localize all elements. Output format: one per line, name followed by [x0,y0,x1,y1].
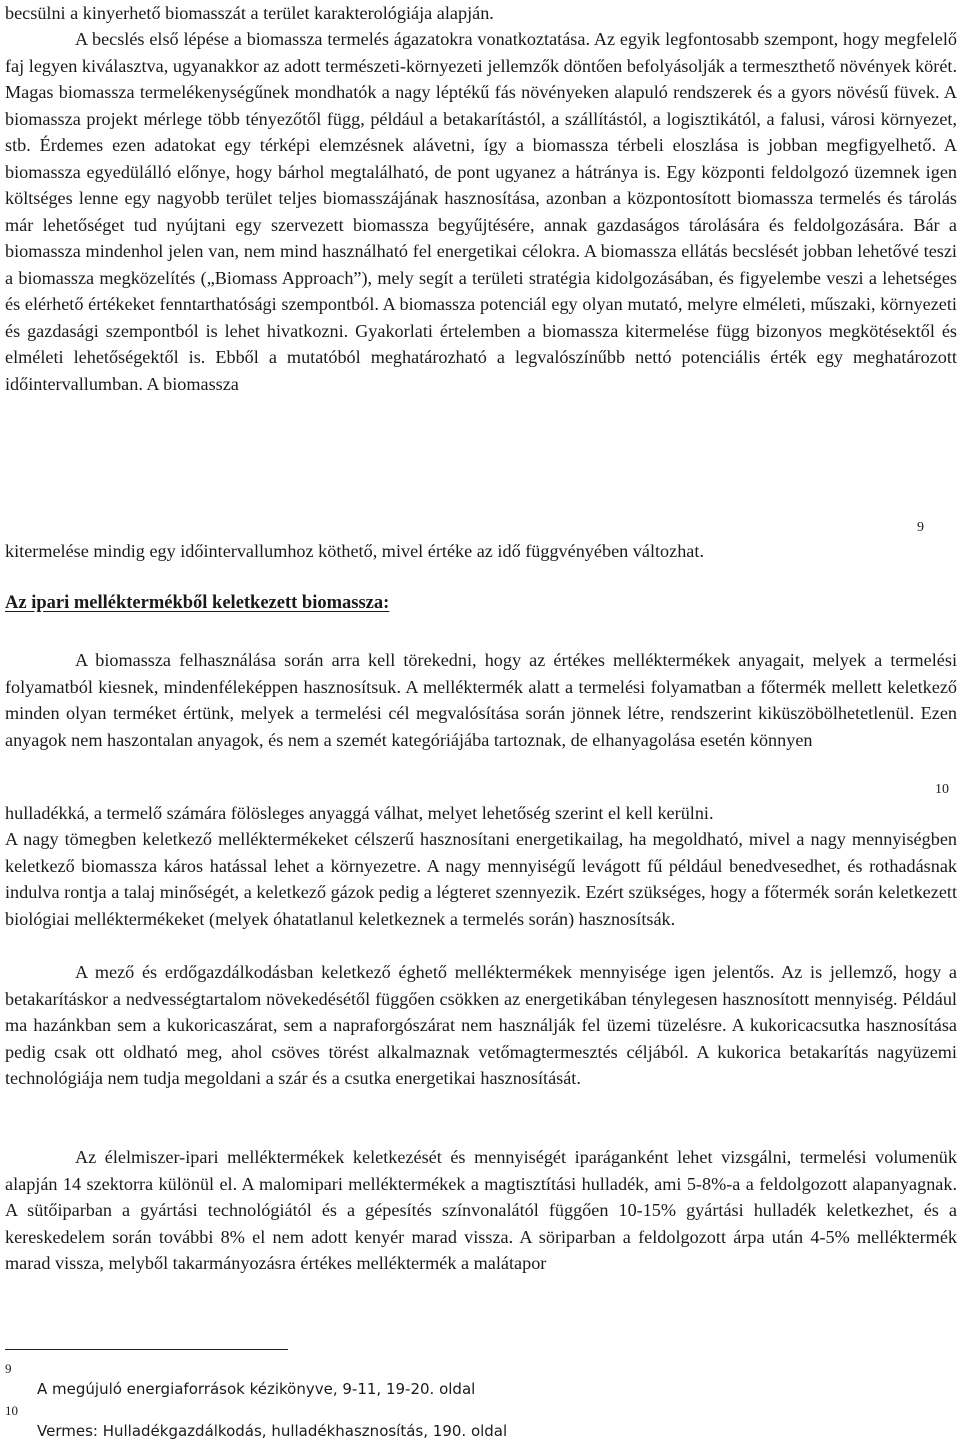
paragraph-continuation: becsülni a kinyerhető biomasszát a terület karakterológiája alapján. [5,3,494,23]
paragraph-food-industry: Az élelmiszer-ipari melléktermékek keletkezését és mennyiségét iparáganként lehet vizsgálni, termelési volumenük alapján 14 szektorra különül el. A malomipari melléktermékek a magtisztítási hulladék, ami 5-8%-a a feldolgozott alapanyagnak. A sütőiparban a gyártási technológiától és a gépesítés színvonalától függően 10-15% gyártási hulladék keletkezhet, és a kereskedelem során további 8% el nem adott kenyér marad vissza. A söriparban a feldolgozott árpa után 4-5% melléktermék marad vissza, melyből takarmányozásra értékes melléktermék a malátapor [5,1147,957,1273]
footnote-text: A megújuló energiaforrások kézikönyve, 9-11, 19-20. oldal [37,1380,476,1398]
footnote-number: 10 [5,1403,18,1418]
paragraph-large-volume: A nagy tömegben keletkező melléktermékeket célszerű hasznosítani energetikailag, ha megoldható, mivel a nagy mennyiségben keletkező biomassza káros hatással lehet a környezetre. A nagy mennyiségű levágott fű például benedvesedhet, és rothadásnak indulva rontja a talaj minőségét, a keletkező gázok pedig a légteret szennyezik. Ezért szükséges, hogy a főtermék során keletkezett biológiai melléktermékeket (melyek óhatatlanul keletkeznek a termelés során) hasznosítsák. [5,829,957,929]
footnote-ref-10: 10 [935,782,949,797]
paragraph-agriculture: A mező és erdőgazdálkodásban keletkező éghető melléktermékek mennyisége igen jelentős. Az is jellemző, hogy a betakarításkor a nedvességtartalom növekedésétől függően csökken az energetikában ténylegesen hasznosított mennyiség. Például ma hazánkban sem a kukoricaszárat, sem a napraforgószárat nem használják fel üzemi tüzelésre. A kukoricacsutka hasznosítása pedig csak ott oldható meg, ahol csöves törést alkalmaznak vetőmagtermesztés céljából. A kukorica betakarítás nagyüzemi technológiája nem tudja megoldani a szár és a csutka energetikai hasznosítását. [5,962,957,1088]
paragraph-byproducts-end: hulladékká, a termelő számára fölösleges anyaggá válhat, melyet lehetőség szerint el kell kerülni. [5,803,714,823]
footnote-divider [5,1349,288,1350]
paragraph-biomass-estimation-end: kitermelése mindig egy időintervallumhoz köthető, mivel értéke az idő függvényében változhat. [5,541,704,561]
section-heading: Az ipari melléktermékből keletkezett biomassza: [5,593,390,613]
paragraph-byproducts: A biomassza felhasználása során arra kell törekedni, hogy az értékes melléktermékek anyagait, melyek a termelési folyamatból kiesnek, mindenféleképpen hasznosítsuk. A melléktermék alatt a termelési folyamatban a főtermék mellett keletkező minden olyan terméket értünk, melyek a termelési cél megvalósítása során jönnek létre, rendszerint kiküszöbölhetetlenül. Ezen anyagok nem haszontalan anyagok, és nem a szemét kategóriájába tartoznak, de elhanyagolása esetén könnyen [5,650,957,750]
footnote-number: 9 [5,1361,12,1376]
footnote-text: Vermes: Hulladékgazdálkodás, hulladékhasznosítás, 190. oldal [37,1422,508,1440]
footnote-ref-9: 9 [917,520,924,535]
paragraph-biomass-estimation: A becslés első lépése a biomassza termelés ágazatokra vonatkoztatása. Az egyik legfontosabb szempont, hogy megfelelő faj legyen kiválasztva, ugyanakkor az adott természeti-környezeti jellemzők döntően befolyásolják a termeszthető növények körét. Magas biomassza termelékenységűnek mondhatók a nagy léptékű fás növényeken alapuló rendszerek és a gyors növésű füvek. A biomassza projekt mérlege több tényezőtől függ, például a betakarítástól, a szállítástól, a logisztikától, a falusi, városi környezet, stb. Érdemes ezen adatokat egy térképi elemzésnek alávetni, így a biomassza térbeli eloszlása is jobban megfigyelhető. A biomassza egyedülálló előnye, hogy bárhol megtalálható, de pont ugyanez a hátránya is. Egy központi feldolgozó üzemnek igen költséges lenne egy nagyobb terület teljes biomasszájának hasznosítása, azonban a központosított biomassza termelés és tárolás már lehetőséget tud nyújtani egy szervezett biomassza begyűjtésére, annak gazdaságos tárolására és feldolgozására. Bár a biomassza mindenhol jelen van, nem mind használható fel energetikai célokra. A biomassza ellátás becslését jobban lehetővé teszi a biomassza megközelítés („Biomass Approach”), mely segít a területi stratégia kidolgozásában, és figyelembe veszi a lehetséges és elérhető értékeket fenntarthatósági szempontból. A biomassza potenciál egy olyan mutató, melyre elméleti, műszaki, környezeti és gazdasági szempontból is lehet hivatkozni. Gyakorlati értelemben a biomassza kitermelése függ bizonyos megkötésektől és elméleti lehetőségektől is. Ebből a mutatóból meghatározható a legvalószínűbb nettó potenciális érték egy meghatározott időintervallumban. A biomassza [5,29,957,394]
